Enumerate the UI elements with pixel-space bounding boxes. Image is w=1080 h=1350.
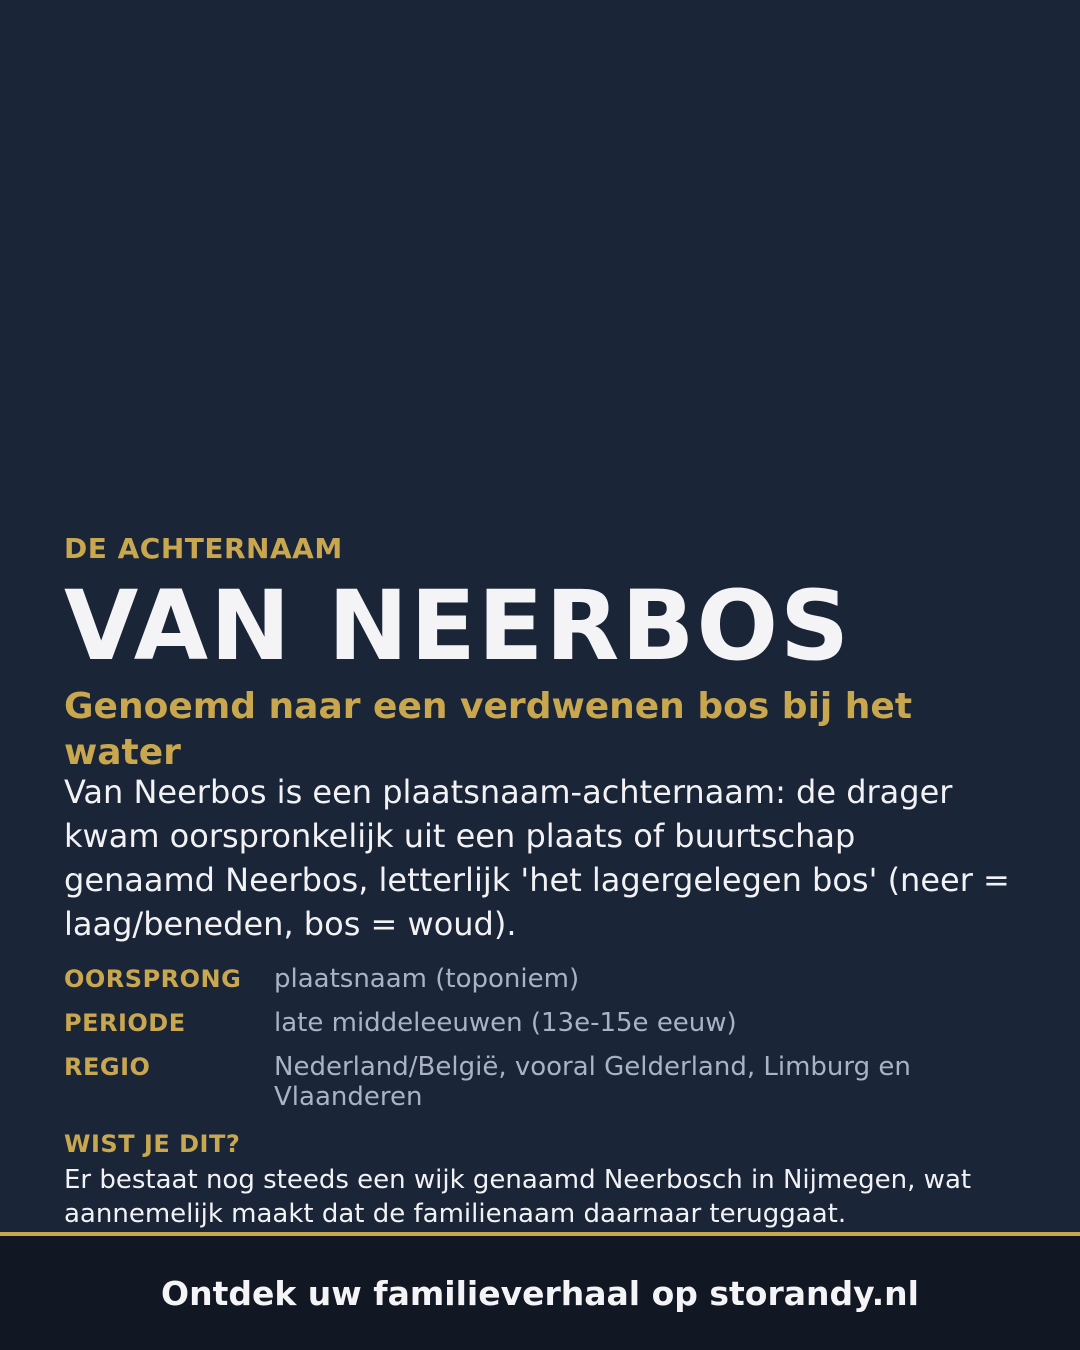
fact-row-region: [64, 1052, 1016, 1112]
fact-row-origin: [64, 964, 1016, 994]
fact-label: REGIO: [64, 1053, 151, 1081]
fact-value: Nederland/België, vooral Gelderland, Limburg en Vlaanderen: [274, 1052, 911, 1112]
facts-list: [64, 964, 1016, 1126]
did-you-know-text: Er bestaat nog steeds een wijk genaamd Neerbosch in Nijmegen, wat aannemelijk maakt dat de familienaam daarnaar teruggaat.: [64, 1165, 972, 1229]
surname-title: VAN NEERBOS: [64, 570, 852, 682]
footer-cta-link[interactable]: Ontdek uw familieverhaal op storandy.nl: [161, 1273, 919, 1313]
fact-row-period: [64, 1008, 1016, 1038]
description-text: Van Neerbos is een plaatsnaam-achternaam: de drager kwam oorspronkelijk uit een plaats of buurtschap genaamd Neerbos, letterlijk 'het lagergelegen bos' (neer = laag/beneden, bos = woud).: [64, 773, 1010, 943]
fact-label: PERIODE: [64, 1009, 186, 1037]
fact-label: OORSPRONG: [64, 965, 242, 993]
fact-value: late middeleeuwen (13e-15e eeuw): [274, 1008, 737, 1038]
footer-banner: [0, 1236, 1080, 1350]
kicker-label: DE ACHTERNAAM: [64, 532, 343, 565]
did-you-know-heading: WIST JE DIT?: [64, 1130, 241, 1158]
fact-value: plaatsnaam (toponiem): [274, 964, 580, 994]
tagline: Genoemd naar een verdwenen bos bij het water: [64, 686, 913, 773]
